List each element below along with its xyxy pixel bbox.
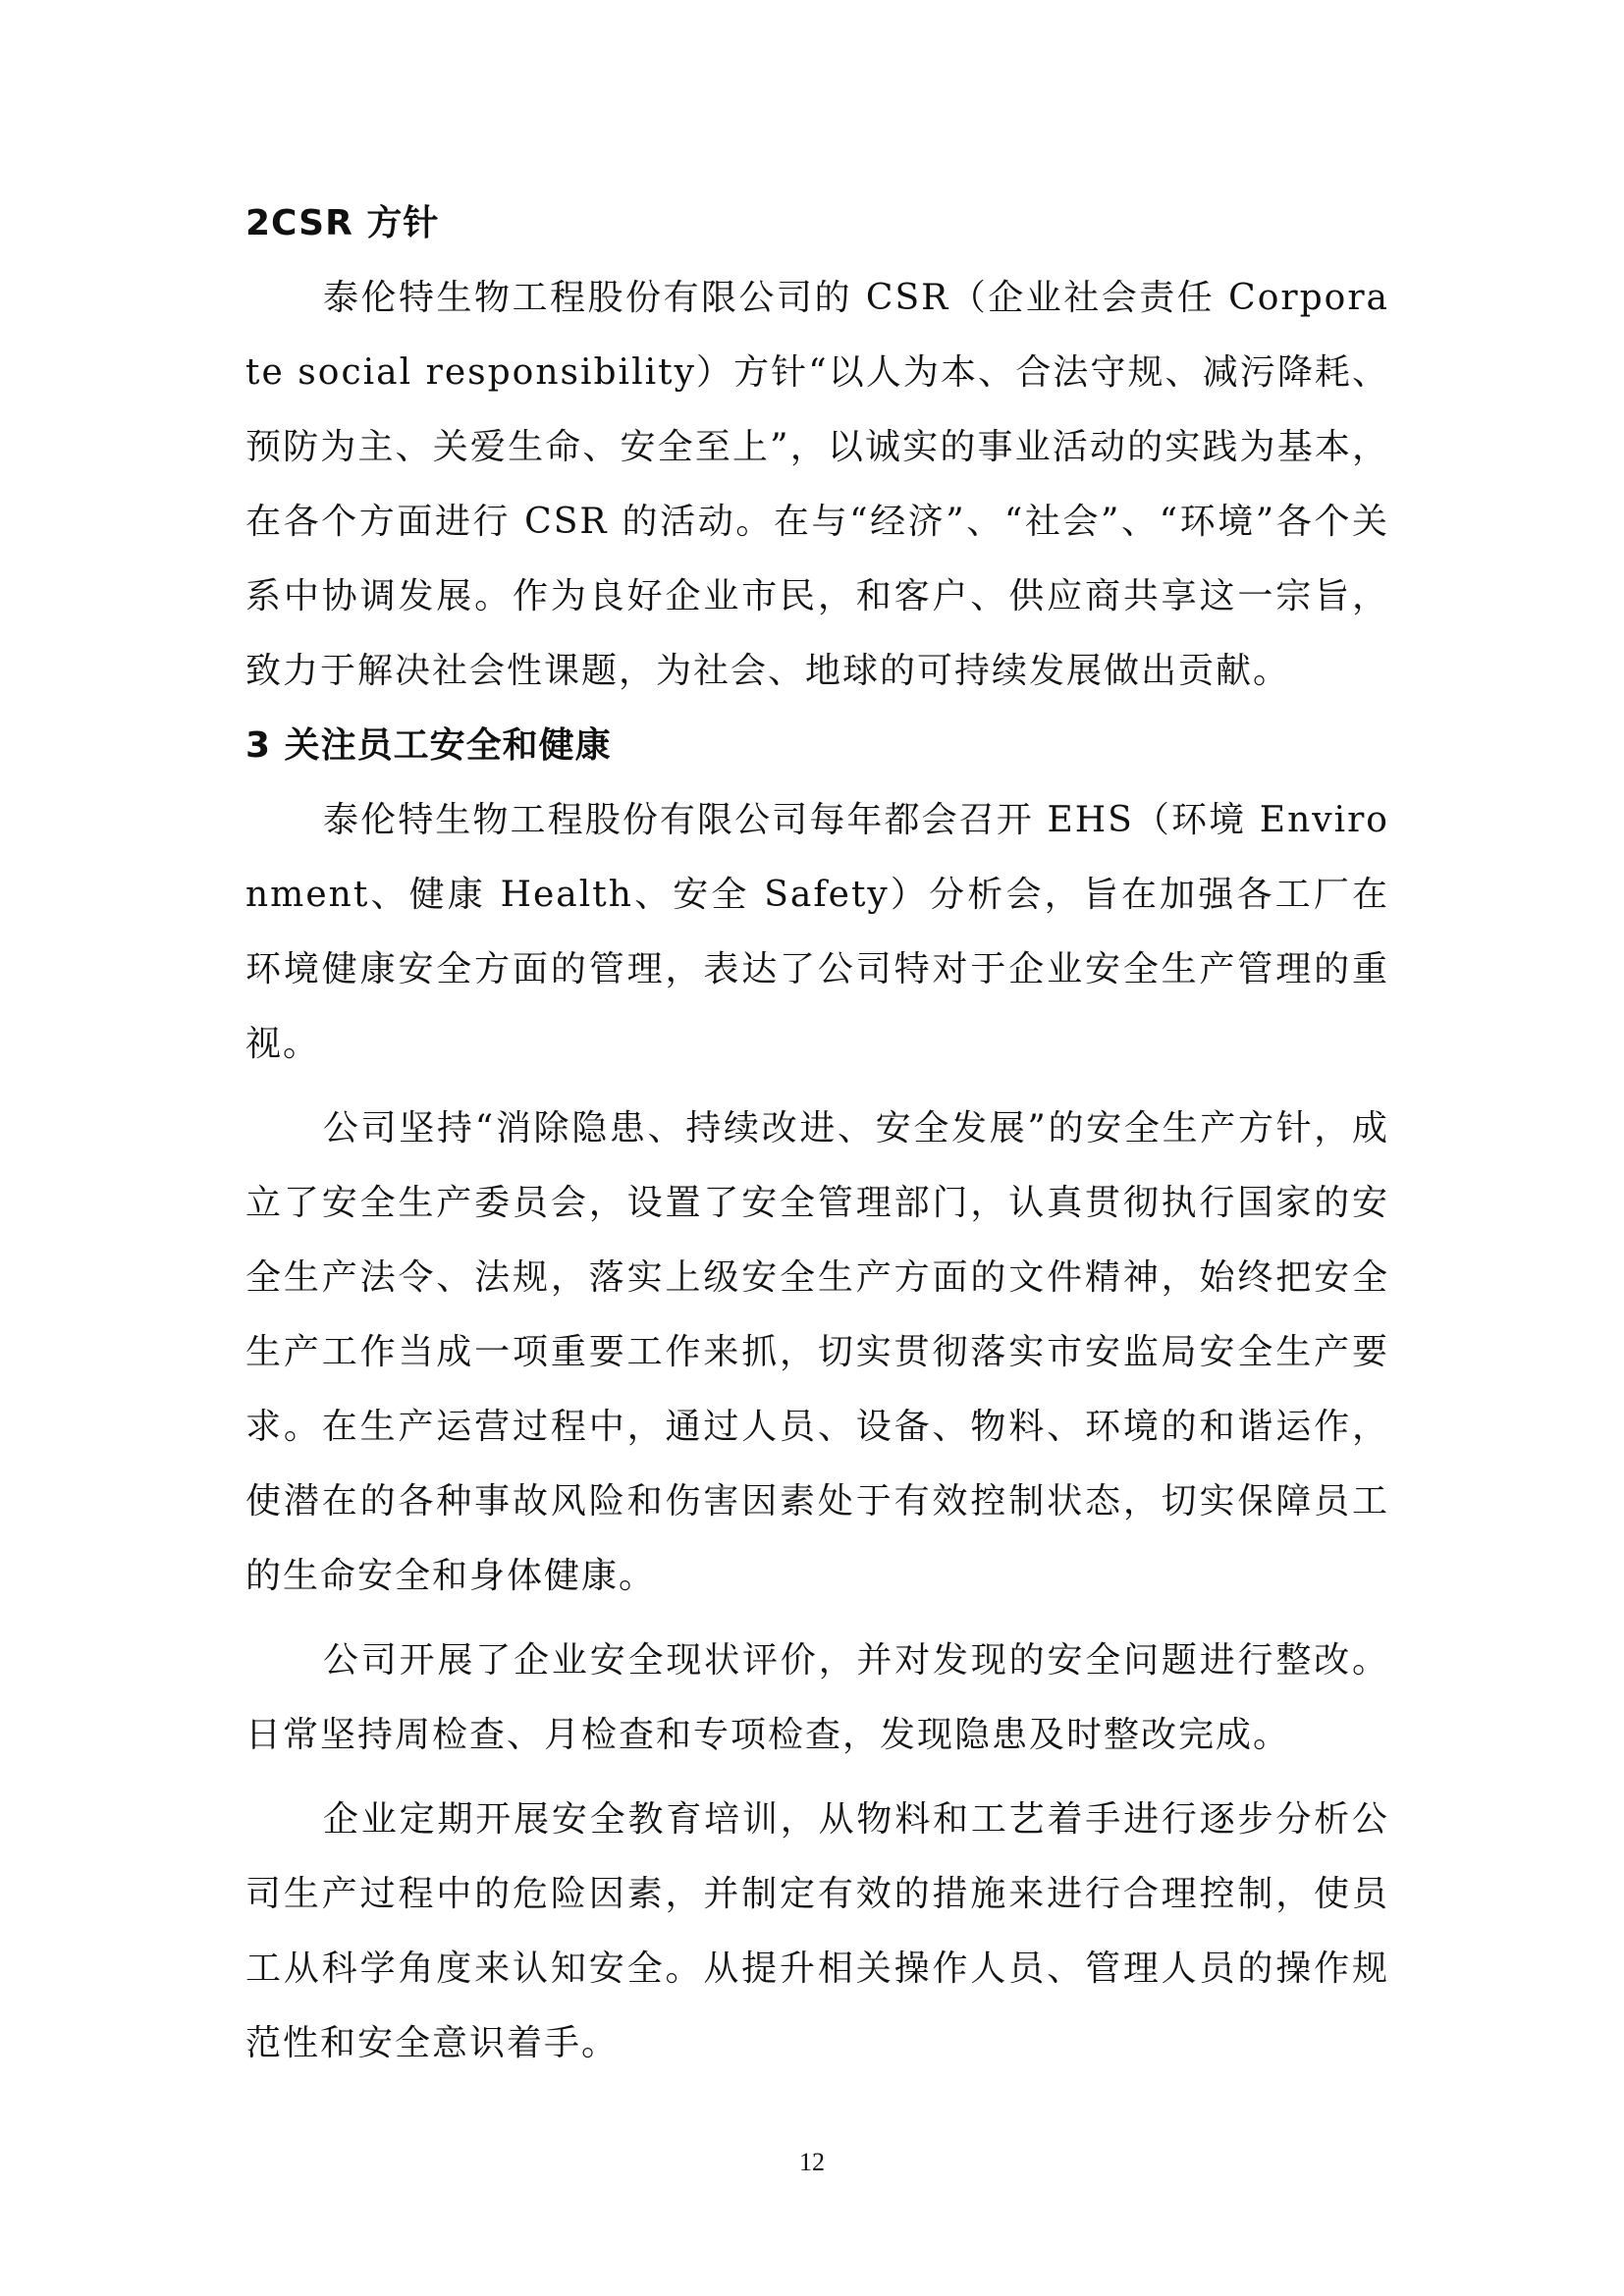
paragraph-csr-policy: 泰伦特生物工程股份有限公司的 CSR（企业社会责任 Corporate social responsibility）方针“以人为本、合法守规、减污降耗、预防为主、关爱生命、安全至上”，以诚实的事业活动的实践为基本，在各个方面进行 CSR 的活动。在与“经济”、“社会”、“环境”各个关系中协调发展。作为良好企业市民，和客户、供应商共享这一宗旨，致力于解决社会性课题，为社会、地球的可持续发展做出贡献。 — [245, 278, 1389, 691]
paragraph-ehs-meeting: 泰伦特生物工程股份有限公司每年都会召开 EHS（环境 Environment、健康 Health、安全 Safety）分析会，旨在加强各工厂在环境健康安全方面的管理，表达了公司特对于企业安全生产管理的重视。 — [245, 800, 1389, 1064]
section-heading-csr-policy: 2CSR 方针 — [245, 203, 440, 243]
paragraph-safety-policy: 公司坚持“消除隐患、持续改进、安全发展”的安全生产方针，成立了安全生产委员会，设置了安全管理部门，认真贯彻执行国家的安全生产法令、法规，落实上级安全生产方面的文件精神，始终把安全生产工作当成一项重要工作来抓，切实贯彻落实市安监局安全生产要求。在生产运营过程中，通过人员、设备、物料、环境的和谐运作，使潜在的各种事故风险和伤害因素处于有效控制状态，切实保障员工的生命安全和身体健康。 — [245, 1108, 1389, 1596]
page-number: 12 — [799, 2148, 825, 2176]
paragraph-safety-training: 企业定期开展安全教育培训，从物料和工艺着手进行逐步分析公司生产过程中的危险因素，并制定有效的措施来进行合理控制，使员工从科学角度来认知安全。从提升相关操作人员、管理人员的操作规范性和安全意识着手。 — [245, 1799, 1389, 2063]
document-body — [245, 187, 1389, 2081]
section-heading-employee-safety: 3 关注员工安全和健康 — [245, 725, 612, 766]
paragraph-safety-evaluation: 公司开展了企业安全现状评价，并对发现的安全问题进行整改。日常坚持周检查、月检查和专项检查，发现隐患及时整改完成。 — [245, 1640, 1389, 1755]
